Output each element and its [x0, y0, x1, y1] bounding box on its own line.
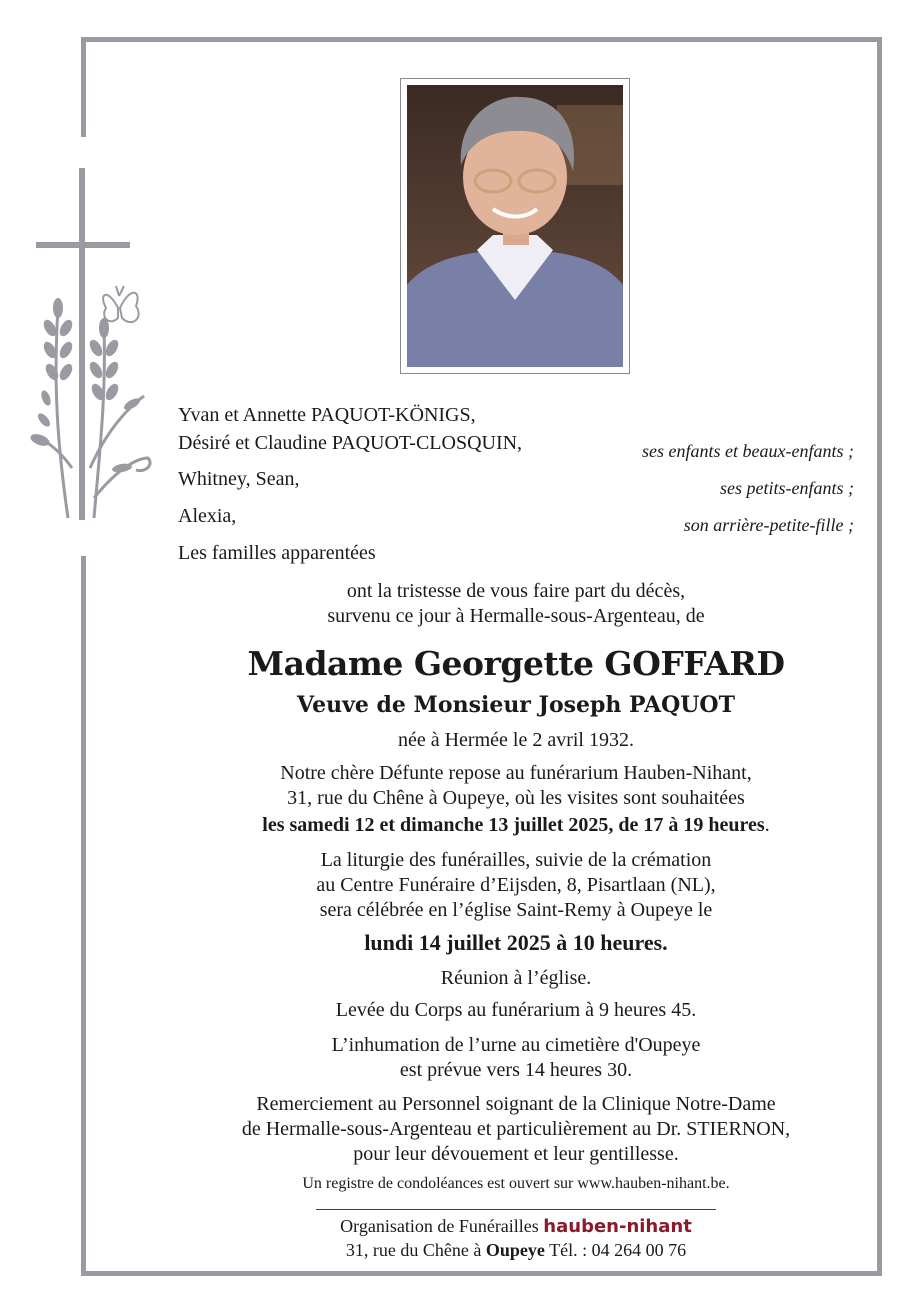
liturgy-date: lundi 14 juillet 2025 à 10 heures.: [364, 930, 668, 955]
family-line-2: Désiré et Claudine PAQUOT-CLOSQUIN,: [178, 432, 523, 454]
footer-phone: Tél. : 04 264 00 76: [549, 1240, 687, 1260]
visitation-dates: [160, 814, 872, 837]
visitation-dates-bold: les samedi 12 et dimanche 13 juillet 2025, de 17 à 19 heures: [262, 814, 765, 836]
brand-logo: hauben-nihant: [543, 1216, 692, 1237]
inhumation-line-1: L’inhumation de l’urne au cimetière d'Oupeye: [331, 1034, 701, 1056]
frame-left-border-top: [81, 37, 86, 137]
deceased-name: Madame Georgette GOFFARD: [247, 644, 785, 683]
meeting-info: Réunion à l’église.: [440, 967, 592, 989]
family-line-1: Yvan et Annette PAQUOT-KÖNIGS,: [178, 404, 476, 426]
announcement-line-2: survenu ce jour à Hermalle-sous-Argenteau, de: [327, 605, 705, 627]
footer-address-city: Oupeye: [485, 1240, 545, 1260]
relation-children: ses enfants et beaux-enfants ;: [642, 441, 854, 461]
widow-of: Veuve de Monsieur Joseph PAQUOT: [297, 692, 735, 718]
birth-info: née à Hermée le 2 avril 1932.: [397, 729, 634, 751]
footer-address-prefix: 31, rue du Chêne à: [345, 1240, 482, 1260]
visitation-line-2: 31, rue du Chêne à Oupeye, où les visites sont souhaitées: [287, 787, 745, 809]
footer-org-prefix: Organisation de Funérailles: [340, 1216, 539, 1236]
family-line-3: Whitney, Sean,: [178, 468, 300, 490]
cross-wheat-icon: [28, 168, 158, 528]
thanks-line-2: de Hermalle-sous-Argenteau et particulièrement au Dr. STIERNON,: [241, 1118, 791, 1140]
condolence-register: Un registre de condoléances est ouvert sur www.hauben-nihant.be.: [302, 1175, 730, 1192]
relation-grandchildren: ses petits-enfants ;: [720, 478, 854, 498]
footer-divider: [316, 1209, 716, 1210]
liturgy-line-1: La liturgie des funérailles, suivie de la crémation: [320, 849, 712, 871]
frame-right-border: [877, 37, 882, 1276]
frame-top-border: [81, 37, 882, 42]
announcement-line-1: ont la tristesse de vous faire part du décès,: [346, 580, 686, 602]
levee-info: Levée du Corps au funérarium à 9 heures 45.: [335, 999, 697, 1021]
thanks-line-1: Remerciement au Personnel soignant de la Clinique Notre-Dame: [256, 1093, 776, 1115]
footer-organization: [160, 1216, 872, 1237]
footer-address: [160, 1240, 872, 1261]
frame-left-border-bottom: [81, 556, 86, 1276]
liturgy-line-2: au Centre Funéraire d’Eijsden, 8, Pisartlaan (NL),: [316, 874, 716, 896]
inhumation-line-2: est prévue vers 14 heures 30.: [399, 1059, 633, 1081]
visitation-line-1: Notre chère Défunte repose au funérarium Hauben-Nihant,: [280, 762, 752, 784]
frame-bottom-border: [81, 1271, 882, 1276]
portrait-frame: [400, 78, 630, 374]
family-line-5: Les familles apparentées: [178, 542, 376, 564]
visitation-dates-end: .: [764, 814, 770, 836]
portrait-photo: [407, 85, 623, 367]
relation-great-grandchild: son arrière-petite-fille ;: [683, 515, 854, 535]
thanks-line-3: pour leur dévouement et leur gentillesse.: [353, 1143, 679, 1165]
family-line-4: Alexia,: [178, 505, 237, 527]
liturgy-line-3: sera célébrée en l’église Saint-Remy à Oupeye le: [319, 899, 713, 921]
